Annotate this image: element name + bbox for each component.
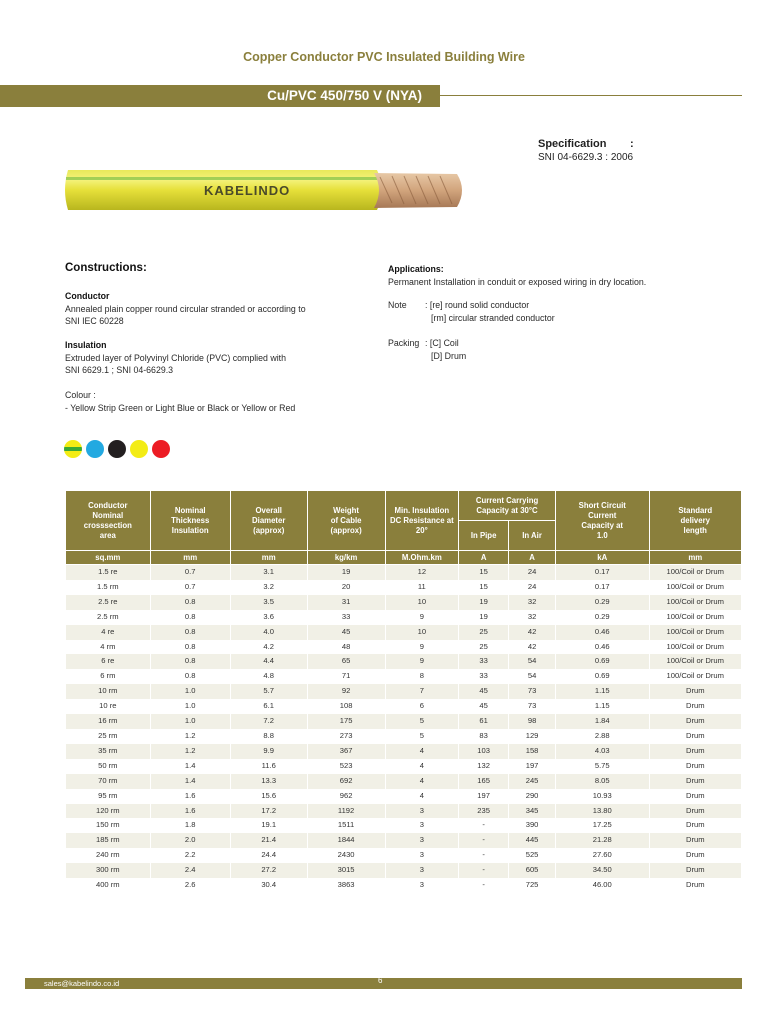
table-body [66, 565, 742, 893]
table-cell: 19.1 [230, 818, 307, 833]
table-cell: 725 [509, 878, 556, 893]
table-cell: 17.25 [555, 818, 649, 833]
title-rule [440, 95, 742, 96]
table-cell: 32 [509, 595, 556, 610]
table-cell: 100/Coil or Drum [649, 610, 742, 625]
packing-line-2: [D] Drum [431, 350, 467, 361]
table-cell: 19 [459, 610, 509, 625]
packing-line-1: : [C] Coil [425, 338, 459, 348]
table-cell: - [459, 848, 509, 863]
applications-block [388, 263, 646, 288]
table-cell: Drum [649, 833, 742, 848]
table-row [66, 595, 742, 610]
table-row [66, 684, 742, 699]
table-cell: 4 [385, 774, 459, 789]
table-cell: 2.5 re [66, 595, 151, 610]
table-cell: 34.50 [555, 863, 649, 878]
table-cell: 3 [385, 804, 459, 819]
table-cell: 71 [307, 669, 385, 684]
unit-cell: kg/km [307, 551, 385, 565]
table-cell: 273 [307, 729, 385, 744]
table-cell: 4.03 [555, 744, 649, 759]
table-cell: 1.2 [150, 744, 230, 759]
table-cell: 1844 [307, 833, 385, 848]
table-cell: 2430 [307, 848, 385, 863]
table-cell: 3 [385, 833, 459, 848]
table-cell: 73 [509, 699, 556, 714]
table-cell: 15 [459, 565, 509, 580]
table-cell: 3 [385, 878, 459, 893]
table-cell: 100/Coil or Drum [649, 595, 742, 610]
table-cell: 16 rm [66, 714, 151, 729]
table-cell: 0.46 [555, 640, 649, 655]
table-cell: 19 [307, 565, 385, 580]
specification-colon: : [630, 138, 634, 150]
table-cell: 962 [307, 789, 385, 804]
table-cell: 390 [509, 818, 556, 833]
table-cell: 1.0 [150, 699, 230, 714]
table-cell: 24 [509, 565, 556, 580]
table-row [66, 878, 742, 893]
table-cell: 6.1 [230, 699, 307, 714]
table-cell: 35 rm [66, 744, 151, 759]
table-cell: 83 [459, 729, 509, 744]
table-cell: 13.3 [230, 774, 307, 789]
table-cell: 46.00 [555, 878, 649, 893]
table-cell: 13.80 [555, 804, 649, 819]
table-cell: 20 [307, 580, 385, 595]
table-cell: 4 [385, 759, 459, 774]
table-cell: 1.15 [555, 684, 649, 699]
table-row [66, 699, 742, 714]
table-cell: 4.2 [230, 640, 307, 655]
table-cell: 3 [385, 848, 459, 863]
table-row [66, 774, 742, 789]
table-cell: 129 [509, 729, 556, 744]
table-cell: 0.46 [555, 625, 649, 640]
table-cell: 0.7 [150, 580, 230, 595]
table-cell: 4 re [66, 625, 151, 640]
table-cell: 3.2 [230, 580, 307, 595]
conductor-label: Conductor [65, 291, 110, 301]
table-cell: - [459, 878, 509, 893]
table-cell: 12 [385, 565, 459, 580]
table-cell: 45 [459, 699, 509, 714]
specification-label: Specification [538, 138, 607, 150]
table-cell: - [459, 863, 509, 878]
table-cell: 50 rm [66, 759, 151, 774]
table-cell: 1.6 [150, 789, 230, 804]
header-weight: Weight of Cable (approx) [307, 491, 385, 551]
table-cell: 100/Coil or Drum [649, 669, 742, 684]
table-cell: Drum [649, 863, 742, 878]
table-cell: Drum [649, 878, 742, 893]
table-cell: 445 [509, 833, 556, 848]
table-row [66, 580, 742, 595]
table-cell: 1.4 [150, 759, 230, 774]
note-line-2: [rm] circular stranded conductor [431, 312, 555, 323]
table-cell: 95 rm [66, 789, 151, 804]
table-cell: 400 rm [66, 878, 151, 893]
table-cell: 5 [385, 729, 459, 744]
table-cell: 3.6 [230, 610, 307, 625]
unit-cell: sq.mm [66, 551, 151, 565]
cable-illustration [62, 165, 472, 215]
table-cell: 45 [459, 684, 509, 699]
table-cell: 0.8 [150, 669, 230, 684]
insulation-block [65, 339, 286, 377]
table-cell: 150 rm [66, 818, 151, 833]
table-cell: 5.75 [555, 759, 649, 774]
table-cell: 4.0 [230, 625, 307, 640]
applications-text: Permanent Installation in conduit or exposed wiring in dry location. [388, 276, 647, 287]
table-cell: 240 rm [66, 848, 151, 863]
table-cell: 42 [509, 625, 556, 640]
table-cell: 45 [307, 625, 385, 640]
table-cell: 2.0 [150, 833, 230, 848]
table-cell: 17.2 [230, 804, 307, 819]
specification-value: SNI 04-6629.3 : 2006 [538, 152, 634, 163]
table-cell: 6 re [66, 654, 151, 669]
table-cell: 3 [385, 863, 459, 878]
table-cell: 300 rm [66, 863, 151, 878]
table-cell: 4 rm [66, 640, 151, 655]
table-cell: Drum [649, 744, 742, 759]
table-cell: 0.8 [150, 654, 230, 669]
header-conductor: Conductor Nominal crosssection area [66, 491, 151, 551]
table-cell: 0.69 [555, 654, 649, 669]
table-cell: 2.88 [555, 729, 649, 744]
table-cell: 8 [385, 669, 459, 684]
table-cell: 27.2 [230, 863, 307, 878]
table-row [66, 744, 742, 759]
table-cell: 65 [307, 654, 385, 669]
conductor-line-1: Annealed plain copper round circular stranded or according to [65, 303, 306, 314]
table-cell: 31 [307, 595, 385, 610]
table-cell: 0.7 [150, 565, 230, 580]
header-short-circuit: Short Circuit Current Capacity at 1.0 [555, 491, 649, 551]
table-cell: 11 [385, 580, 459, 595]
table-cell: - [459, 833, 509, 848]
cable-brand-text: KABELINDO [204, 183, 291, 198]
table-cell: 10 [385, 595, 459, 610]
table-cell: 15.6 [230, 789, 307, 804]
table-cell: 100/Coil or Drum [649, 640, 742, 655]
yellow-swatch [130, 440, 148, 458]
table-row [66, 625, 742, 640]
table-cell: 10 re [66, 699, 151, 714]
table-cell: 1.5 rm [66, 580, 151, 595]
table-cell: 24.4 [230, 848, 307, 863]
table-cell: 33 [459, 654, 509, 669]
table-cell: 2.4 [150, 863, 230, 878]
table-cell: 9 [385, 654, 459, 669]
table-row [66, 714, 742, 729]
table-cell: 0.17 [555, 580, 649, 595]
table-cell: 10.93 [555, 789, 649, 804]
table-cell: 523 [307, 759, 385, 774]
table-row [66, 729, 742, 744]
table-cell: 25 rm [66, 729, 151, 744]
packing-label: Packing [388, 338, 420, 348]
table-cell: 175 [307, 714, 385, 729]
table-cell: 73 [509, 684, 556, 699]
unit-cell: mm [150, 551, 230, 565]
table-cell: 0.8 [150, 595, 230, 610]
table-cell: 1192 [307, 804, 385, 819]
table-cell: 0.17 [555, 565, 649, 580]
table-cell: 42 [509, 640, 556, 655]
note-line-1: : [re] round solid conductor [425, 300, 530, 310]
table-cell: - [459, 818, 509, 833]
table-cell: 103 [459, 744, 509, 759]
unit-cell: mm [649, 551, 742, 565]
table-cell: 5 [385, 714, 459, 729]
table-row [66, 804, 742, 819]
header-current-carrying: Current Carrying Capacity at 30°C [459, 491, 556, 521]
table-cell: 245 [509, 774, 556, 789]
table-cell: 290 [509, 789, 556, 804]
table-cell: 100/Coil or Drum [649, 565, 742, 580]
table-cell: 4.8 [230, 669, 307, 684]
colour-block [65, 389, 295, 414]
table-cell: 3.5 [230, 595, 307, 610]
table-cell: 7 [385, 684, 459, 699]
table-cell: 54 [509, 669, 556, 684]
table-cell: 5.7 [230, 684, 307, 699]
table-cell: 2.5 rm [66, 610, 151, 625]
applications-label: Applications: [388, 264, 444, 274]
table-cell: 70 rm [66, 774, 151, 789]
table-cell: 132 [459, 759, 509, 774]
footer-bar [25, 978, 742, 989]
table-cell: 120 rm [66, 804, 151, 819]
table-cell: 24 [509, 580, 556, 595]
table-cell: 6 [385, 699, 459, 714]
table-cell: 0.69 [555, 669, 649, 684]
table-cell: 15 [459, 580, 509, 595]
table-row [66, 863, 742, 878]
table-cell: 1.8 [150, 818, 230, 833]
table-cell: 7.2 [230, 714, 307, 729]
table-cell: Drum [649, 759, 742, 774]
table-cell: 0.29 [555, 610, 649, 625]
table-row [66, 789, 742, 804]
footer-email: sales@kabelindo.co.id [44, 979, 120, 988]
table-cell: 158 [509, 744, 556, 759]
table-row [66, 654, 742, 669]
table-cell: 3863 [307, 878, 385, 893]
header-diameter: Overall Diameter (approx) [230, 491, 307, 551]
table-cell: 0.8 [150, 640, 230, 655]
table-cell: 32 [509, 610, 556, 625]
table-cell: 185 rm [66, 833, 151, 848]
table-cell: 1.2 [150, 729, 230, 744]
table-cell: 3 [385, 818, 459, 833]
insulation-line-1: Extruded layer of Polyvinyl Chloride (PVC) complied with [65, 352, 286, 363]
table-cell: Drum [649, 729, 742, 744]
table-cell: 2.2 [150, 848, 230, 863]
light-blue-swatch [86, 440, 104, 458]
table-cell: 108 [307, 699, 385, 714]
colour-label: Colour : [65, 390, 96, 400]
table-cell: 33 [459, 669, 509, 684]
table-cell: 92 [307, 684, 385, 699]
table-cell: 1.84 [555, 714, 649, 729]
table-cell: 11.6 [230, 759, 307, 774]
page-number: 6 [378, 976, 383, 985]
table-cell: 367 [307, 744, 385, 759]
table-cell: 1.0 [150, 684, 230, 699]
table-cell: 3015 [307, 863, 385, 878]
table-cell: 6 rm [66, 669, 151, 684]
table-cell: 235 [459, 804, 509, 819]
table-row [66, 565, 742, 580]
colour-text: - Yellow Strip Green or Light Blue or Black or Yellow or Red [65, 402, 296, 413]
table-row [66, 818, 742, 833]
yellow-green-swatch [64, 440, 82, 458]
table-cell: 165 [459, 774, 509, 789]
table-cell: 197 [459, 789, 509, 804]
table-cell: 33 [307, 610, 385, 625]
table-row [66, 610, 742, 625]
table-cell: 48 [307, 640, 385, 655]
table-cell: 692 [307, 774, 385, 789]
table-cell: 9 [385, 610, 459, 625]
table-cell: 1.4 [150, 774, 230, 789]
table-cell: 4 [385, 789, 459, 804]
table-cell: 1.5 re [66, 565, 151, 580]
table-row [66, 759, 742, 774]
unit-cell: A [509, 551, 556, 565]
table-cell: 19 [459, 595, 509, 610]
specification-table [65, 490, 742, 893]
table-cell: 525 [509, 848, 556, 863]
table-cell: 30.4 [230, 878, 307, 893]
table-cell: 345 [509, 804, 556, 819]
insulation-line-2: SNI 6629.1 ; SNI 04-6629.3 [65, 365, 174, 375]
table-cell: 4.4 [230, 654, 307, 669]
table-cell: Drum [649, 804, 742, 819]
note-block [425, 299, 555, 324]
table-cell: 54 [509, 654, 556, 669]
constructions-heading: Constructions: [65, 262, 147, 274]
table-cell: 100/Coil or Drum [649, 654, 742, 669]
table-cell: 25 [459, 640, 509, 655]
table-cell: 1.15 [555, 699, 649, 714]
table-cell: 9.9 [230, 744, 307, 759]
constructions-block [65, 290, 306, 328]
units-row [66, 551, 742, 565]
table-cell: 8.05 [555, 774, 649, 789]
table-cell: 0.29 [555, 595, 649, 610]
table-cell: Drum [649, 789, 742, 804]
black-swatch [108, 440, 126, 458]
packing-block [425, 337, 466, 362]
table-cell: 1511 [307, 818, 385, 833]
table-row [66, 833, 742, 848]
table-cell: Drum [649, 818, 742, 833]
table-cell: 4 [385, 744, 459, 759]
table-cell: 1.0 [150, 714, 230, 729]
table-cell: 100/Coil or Drum [649, 625, 742, 640]
note-label: Note [388, 300, 407, 310]
table-cell: 9 [385, 640, 459, 655]
header-in-pipe: In Pipe [459, 521, 509, 551]
header-in-air: In Air [509, 521, 556, 551]
table-cell: 10 [385, 625, 459, 640]
unit-cell: mm [230, 551, 307, 565]
table-cell: 10 rm [66, 684, 151, 699]
table-cell: 0.8 [150, 610, 230, 625]
table-cell: 100/Coil or Drum [649, 580, 742, 595]
table-row [66, 848, 742, 863]
product-title: Cu/PVC 450/750 V (NYA) [267, 88, 422, 103]
table-cell: 61 [459, 714, 509, 729]
table-cell: Drum [649, 848, 742, 863]
table-cell: 0.8 [150, 625, 230, 640]
table-row [66, 640, 742, 655]
table-cell: Drum [649, 714, 742, 729]
table-cell: 27.60 [555, 848, 649, 863]
table-cell: Drum [649, 774, 742, 789]
red-swatch [152, 440, 170, 458]
insulation-label: Insulation [65, 340, 107, 350]
table-cell: 2.6 [150, 878, 230, 893]
header-thickness: Nominal Thickness Insulation [150, 491, 230, 551]
conductor-line-2: SNI IEC 60228 [65, 316, 124, 326]
table-cell: Drum [649, 684, 742, 699]
table-cell: 25 [459, 625, 509, 640]
unit-cell: M.Ohm.km [385, 551, 459, 565]
document-title: Copper Conductor PVC Insulated Building Wire [243, 50, 525, 64]
unit-cell: kA [555, 551, 649, 565]
table-cell: 21.28 [555, 833, 649, 848]
table-cell: 197 [509, 759, 556, 774]
table-cell: 605 [509, 863, 556, 878]
table-cell: 98 [509, 714, 556, 729]
unit-cell: A [459, 551, 509, 565]
header-resistance: Min. Insulation DC Resistance at 20° [385, 491, 459, 551]
table-cell: 8.8 [230, 729, 307, 744]
table-row [66, 669, 742, 684]
table-cell: 21.4 [230, 833, 307, 848]
table-cell: Drum [649, 699, 742, 714]
header-delivery-length: Standard delivery length [649, 491, 742, 551]
table-cell: 3.1 [230, 565, 307, 580]
table-cell: 1.6 [150, 804, 230, 819]
